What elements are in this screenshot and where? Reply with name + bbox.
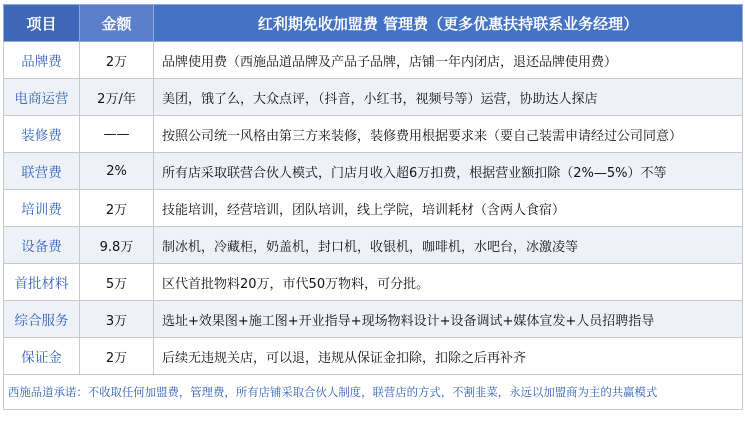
footer-promise: 西施品道承诺：不收取任何加盟费，管理费，所有店铺采取合伙人制度，联营店的方式，不割韭菜，永远以加盟商为主的共赢模式 (4, 375, 743, 410)
row-description: 制冰机，冷藏柜，奶盖机，封口机，收银机，咖啡机，水吧台，冰激凌等 (154, 227, 743, 264)
table-row (4, 42, 743, 79)
row-amount: 3万 (80, 301, 154, 338)
table-row (4, 227, 743, 264)
row-amount: 2万 (80, 338, 154, 375)
table-row (4, 301, 743, 338)
row-description: 所有店采取联营合伙人模式，门店月收入超6万扣费，根据营业额扣除（2%—5%）不等 (154, 153, 743, 190)
row-item: 联营费 (4, 153, 80, 190)
row-amount: 9.8万 (80, 227, 154, 264)
row-item: 培训费 (4, 190, 80, 227)
row-description: 后续无违规关店，可以退，违规从保证金扣除，扣除之后再补齐 (154, 338, 743, 375)
row-item: 首批材料 (4, 264, 80, 301)
header-item: 项目 (4, 5, 80, 42)
table-row (4, 190, 743, 227)
fee-table-container (3, 4, 742, 437)
row-item: 装修费 (4, 116, 80, 153)
row-amount: —— (80, 116, 154, 153)
table-header-row (4, 5, 743, 42)
row-amount: 2% (80, 153, 154, 190)
row-item: 综合服务 (4, 301, 80, 338)
row-amount: 5万 (80, 264, 154, 301)
table-row (4, 116, 743, 153)
fee-table (3, 4, 743, 410)
row-description: 区代首批物料20万，市代50万物料，可分批。 (154, 264, 743, 301)
row-description: 美团，饿了么，大众点评，（抖音，小红书，视频号等）运营，协助达人探店 (154, 79, 743, 116)
header-description: 红利期免收加盟费 管理费（更多优惠扶持联系业务经理） (154, 5, 743, 42)
header-amount: 金额 (80, 5, 154, 42)
row-amount: 2万 (80, 190, 154, 227)
row-description: 选址+效果图+施工图+开业指导+现场物料设计+设备调试+媒体宣发+人员招聘指导 (154, 301, 743, 338)
row-item: 设备费 (4, 227, 80, 264)
table-row (4, 153, 743, 190)
row-item: 品牌费 (4, 42, 80, 79)
footer-row (4, 375, 743, 410)
row-item: 电商运营 (4, 79, 80, 116)
table-row (4, 79, 743, 116)
row-amount: 2万 (80, 42, 154, 79)
table-row (4, 264, 743, 301)
row-item: 保证金 (4, 338, 80, 375)
table-row (4, 338, 743, 375)
row-description: 品牌使用费（西施品道品牌及产品子品牌，店铺一年内闭店，退还品牌使用费） (154, 42, 743, 79)
row-description: 按照公司统一风格由第三方来装修，装修费用根据要求来（要自己装需申请经过公司同意） (154, 116, 743, 153)
row-description: 技能培训，经营培训，团队培训，线上学院，培训耗材（含两人食宿） (154, 190, 743, 227)
row-amount: 2万/年 (80, 79, 154, 116)
